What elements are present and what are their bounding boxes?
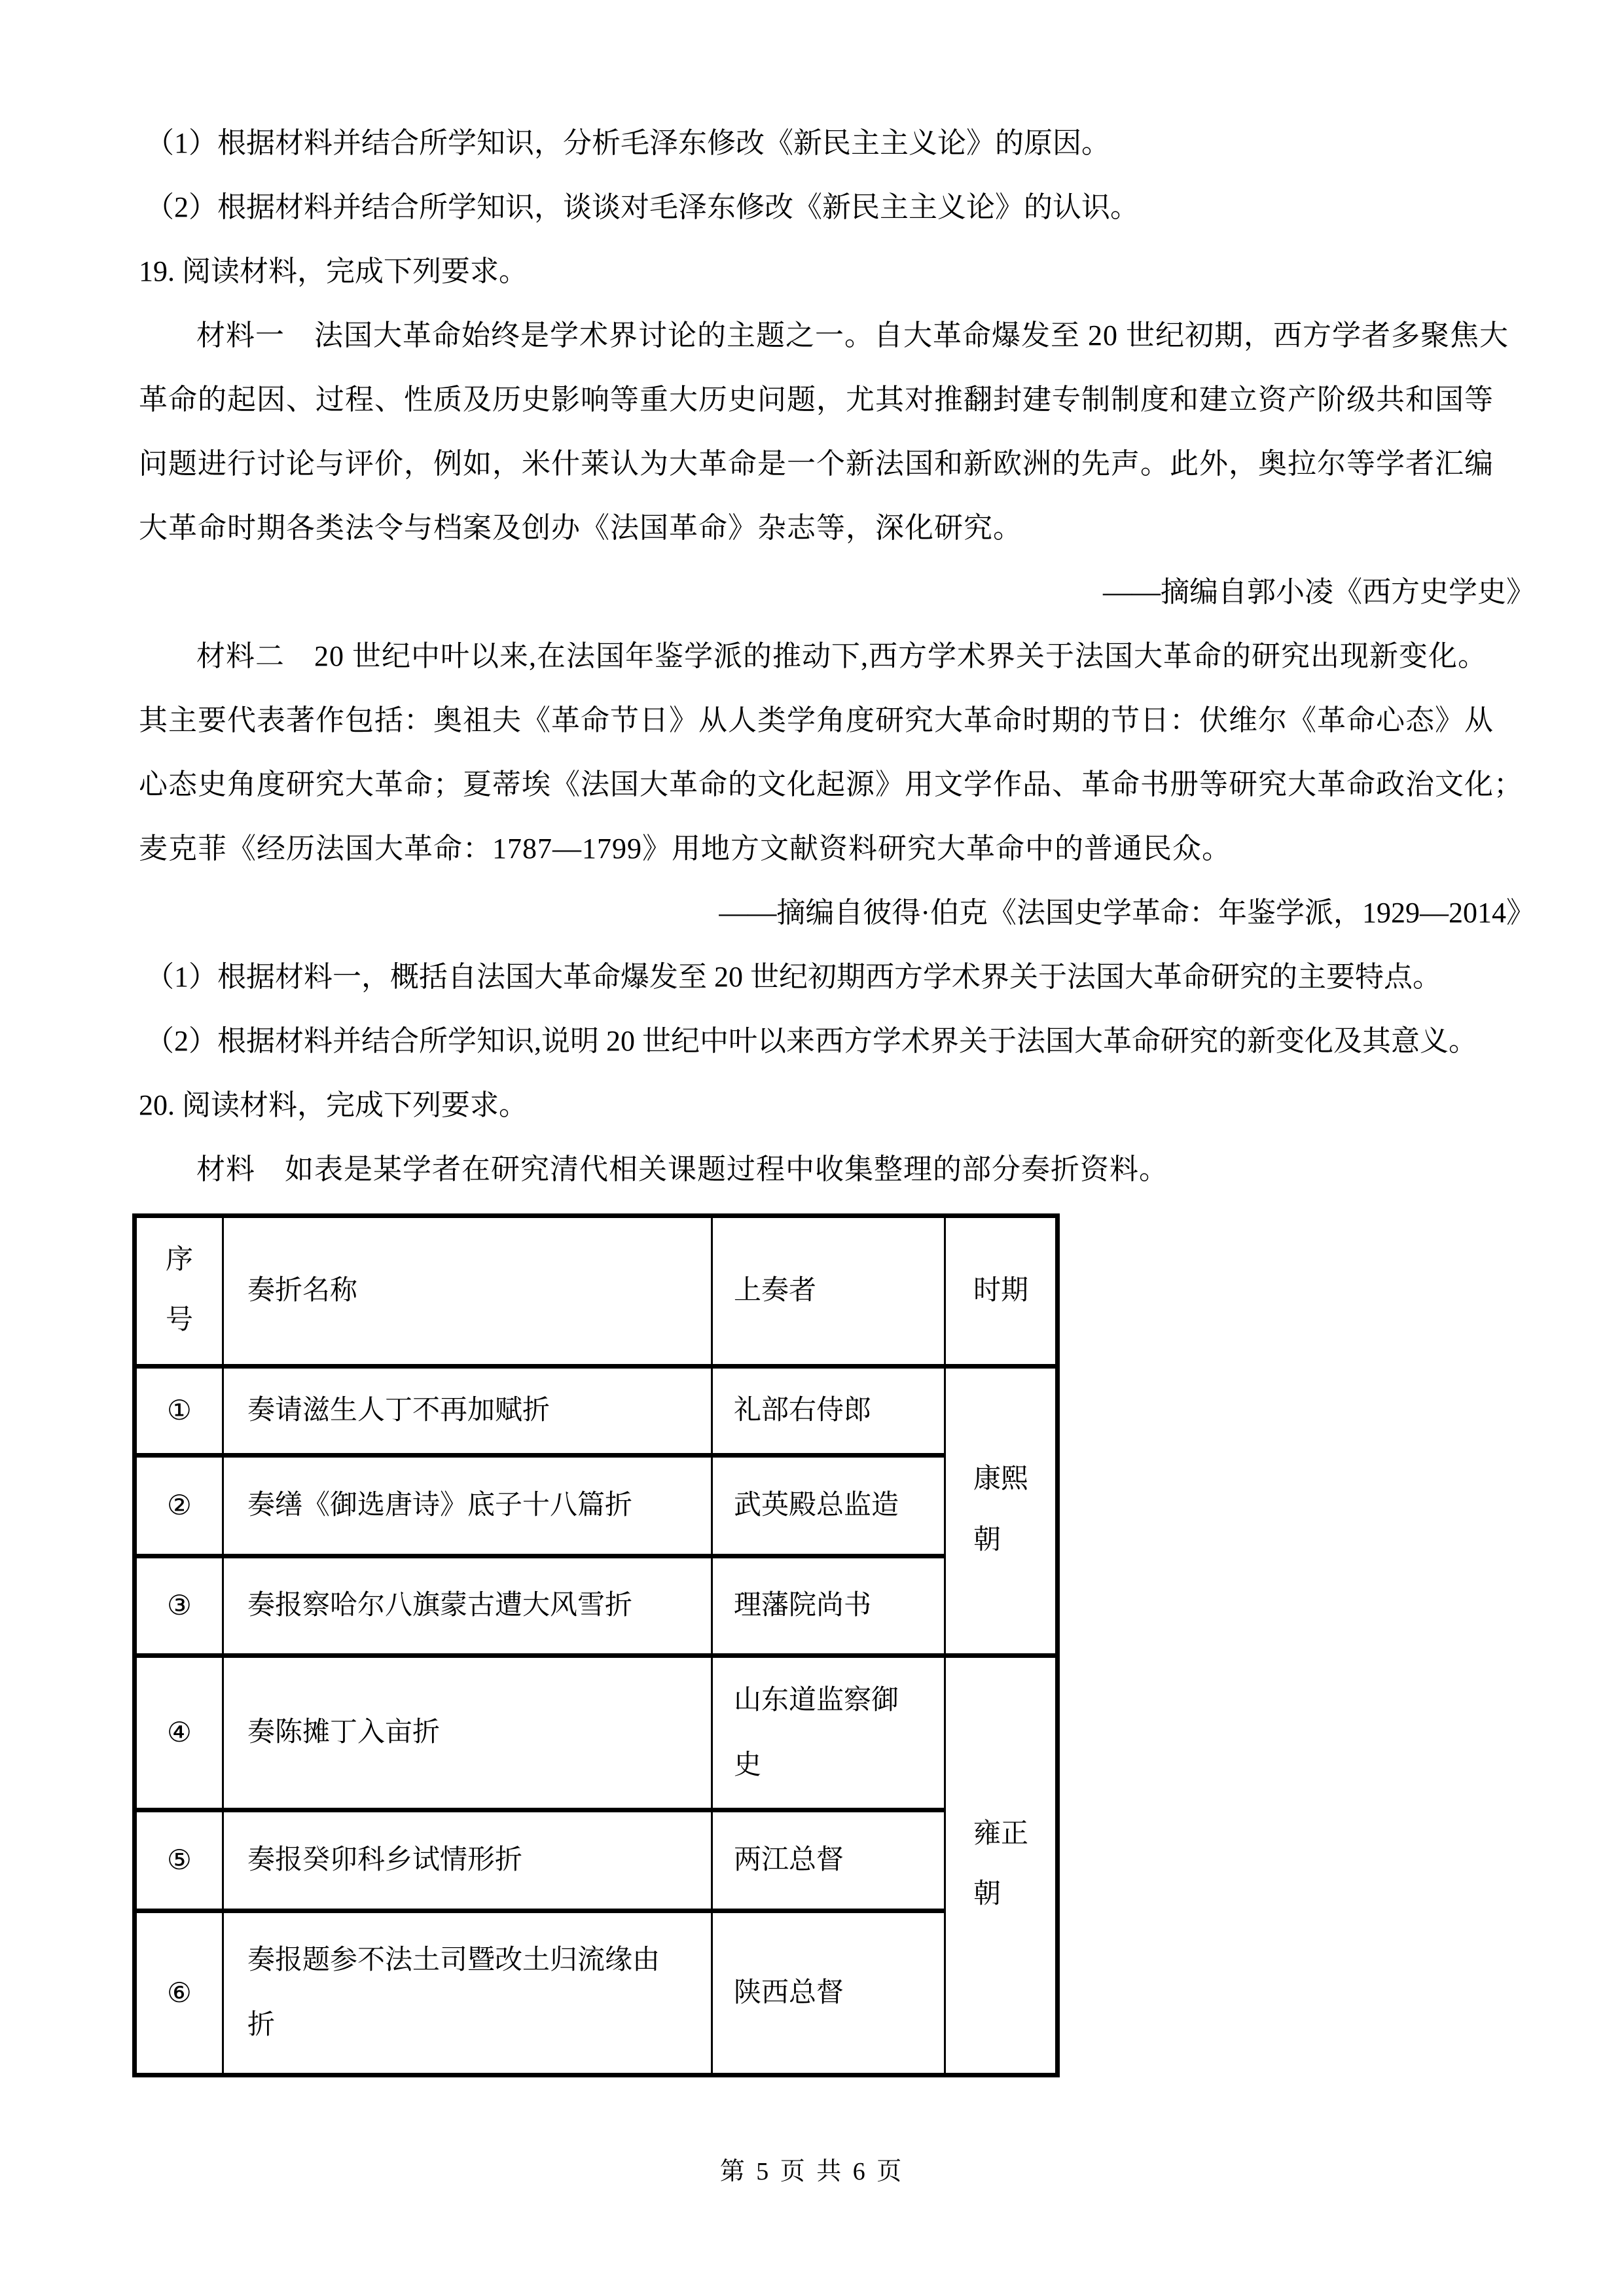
table-row <box>135 1456 1058 1556</box>
row1-title: 奏请滋生人丁不再加赋折 <box>223 1367 712 1456</box>
row5-title: 奏报癸卯科乡试情形折 <box>223 1810 712 1911</box>
q19-item-2: （2）根据材料并结合所学知识,说明 20 世纪中叶以来西方学术界关于法国大革命研究的新变化及其意义。 <box>145 1025 1477 1057</box>
col-header-title: 奏折名称 <box>223 1216 712 1367</box>
q18-item-2: （2）根据材料并结合所学知识，谈谈对毛泽东修改《新民主主义论》的认识。 <box>145 191 1139 223</box>
row3-serial: ③ <box>135 1556 223 1656</box>
q19-item-1: （1）根据材料一，概括自法国大革命爆发至 20 世纪初期西方学术界关于法国大革命研究的主要特点。 <box>145 961 1441 993</box>
row3-title: 奏报察哈尔八旗蒙古遭大风雪折 <box>223 1556 712 1656</box>
q19-material2-line-1: 材料二 20 世纪中叶以来,在法国年鉴学派的推动下,西方学术界关于法国大革命的研究出现新变化。 <box>196 640 1487 672</box>
row4-submitter: 山东道监察御史 <box>712 1656 945 1810</box>
table-row <box>135 1556 1058 1656</box>
q18-item-1: （1）根据材料并结合所学知识，分析毛泽东修改《新民主主义论》的原因。 <box>145 127 1110 159</box>
col-header-submitter: 上奏者 <box>712 1216 945 1367</box>
row3-submitter: 理藩院尚书 <box>712 1556 945 1656</box>
q19-material2-line-3: 心态史角度研究大革命；夏蒂埃《法国大革命的文化起源》用文学作品、革命书册等研究大革命政治文化； <box>139 768 1523 800</box>
q19-material2-line-2: 其主要代表著作包括：奥祖夫《革命节日》从人类学角度研究大革命时期的节日：伏维尔《革命心态》从 <box>139 704 1494 736</box>
row5-serial: ⑤ <box>135 1810 223 1911</box>
col-header-serial: 序号 <box>135 1216 223 1367</box>
q19-material1-line-1: 材料一 法国大革命始终是学术界讨论的主题之一。自大革命爆发至 20 世纪初期，西方学者多聚焦大 <box>196 319 1509 351</box>
period-yongzheng: 雍正朝 <box>945 1656 1058 2075</box>
table-header-row <box>135 1216 1058 1367</box>
row6-submitter: 陕西总督 <box>712 1911 945 2075</box>
period-kangxi: 康熙朝 <box>945 1367 1058 1656</box>
memorial-table <box>132 1213 1060 2077</box>
q19-material1-line-3: 问题进行讨论与评价，例如，米什莱认为大革命是一个新法国和新欧洲的先声。此外，奥拉尔等学者汇编 <box>139 448 1494 480</box>
table-row <box>135 1810 1058 1911</box>
page-footer: 第 5 页 共 6 页 <box>719 2158 905 2185</box>
q19-material2-line-4: 麦克菲《经历法国大革命：1787—1799》用地方文献资料研究大革命中的普通民众。 <box>139 833 1231 865</box>
row2-serial: ② <box>135 1456 223 1556</box>
q19-material1-line-4: 大革命时期各类法令与档案及创办《法国革命》杂志等，深化研究。 <box>139 512 1022 544</box>
q20-heading: 20. 阅读材料，完成下列要求。 <box>139 1089 528 1121</box>
row4-serial: ④ <box>135 1656 223 1810</box>
q19-material1-source: ——摘编自郭小凌《西方史学史》 <box>1103 576 1535 608</box>
q19-material1-line-2: 革命的起因、过程、性质及历史影响等重大历史问题，尤其对推翻封建专制制度和建立资产阶级共和国等 <box>139 384 1494 416</box>
q19-heading: 19. 阅读材料，完成下列要求。 <box>139 255 528 287</box>
row6-serial: ⑥ <box>135 1911 223 2075</box>
table-row <box>135 1367 1058 1456</box>
row4-title: 奏陈摊丁入亩折 <box>223 1656 712 1810</box>
q20-material-intro: 材料 如表是某学者在研究清代相关课题过程中收集整理的部分奏折资料。 <box>196 1153 1168 1185</box>
row1-serial: ① <box>135 1367 223 1456</box>
row5-submitter: 两江总督 <box>712 1810 945 1911</box>
row1-submitter: 礼部右侍郎 <box>712 1367 945 1456</box>
q19-material2-source: ——摘编自彼得·伯克《法国史学革命：年鉴学派，1929—2014》 <box>719 897 1535 929</box>
row2-title: 奏缮《御选唐诗》底子十八篇折 <box>223 1456 712 1556</box>
col-header-period: 时期 <box>945 1216 1058 1367</box>
row2-submitter: 武英殿总监造 <box>712 1456 945 1556</box>
table-row <box>135 1911 1058 2075</box>
table-row <box>135 1656 1058 1810</box>
row6-title: 奏报题参不法土司暨改土归流缘由折 <box>223 1911 712 2075</box>
